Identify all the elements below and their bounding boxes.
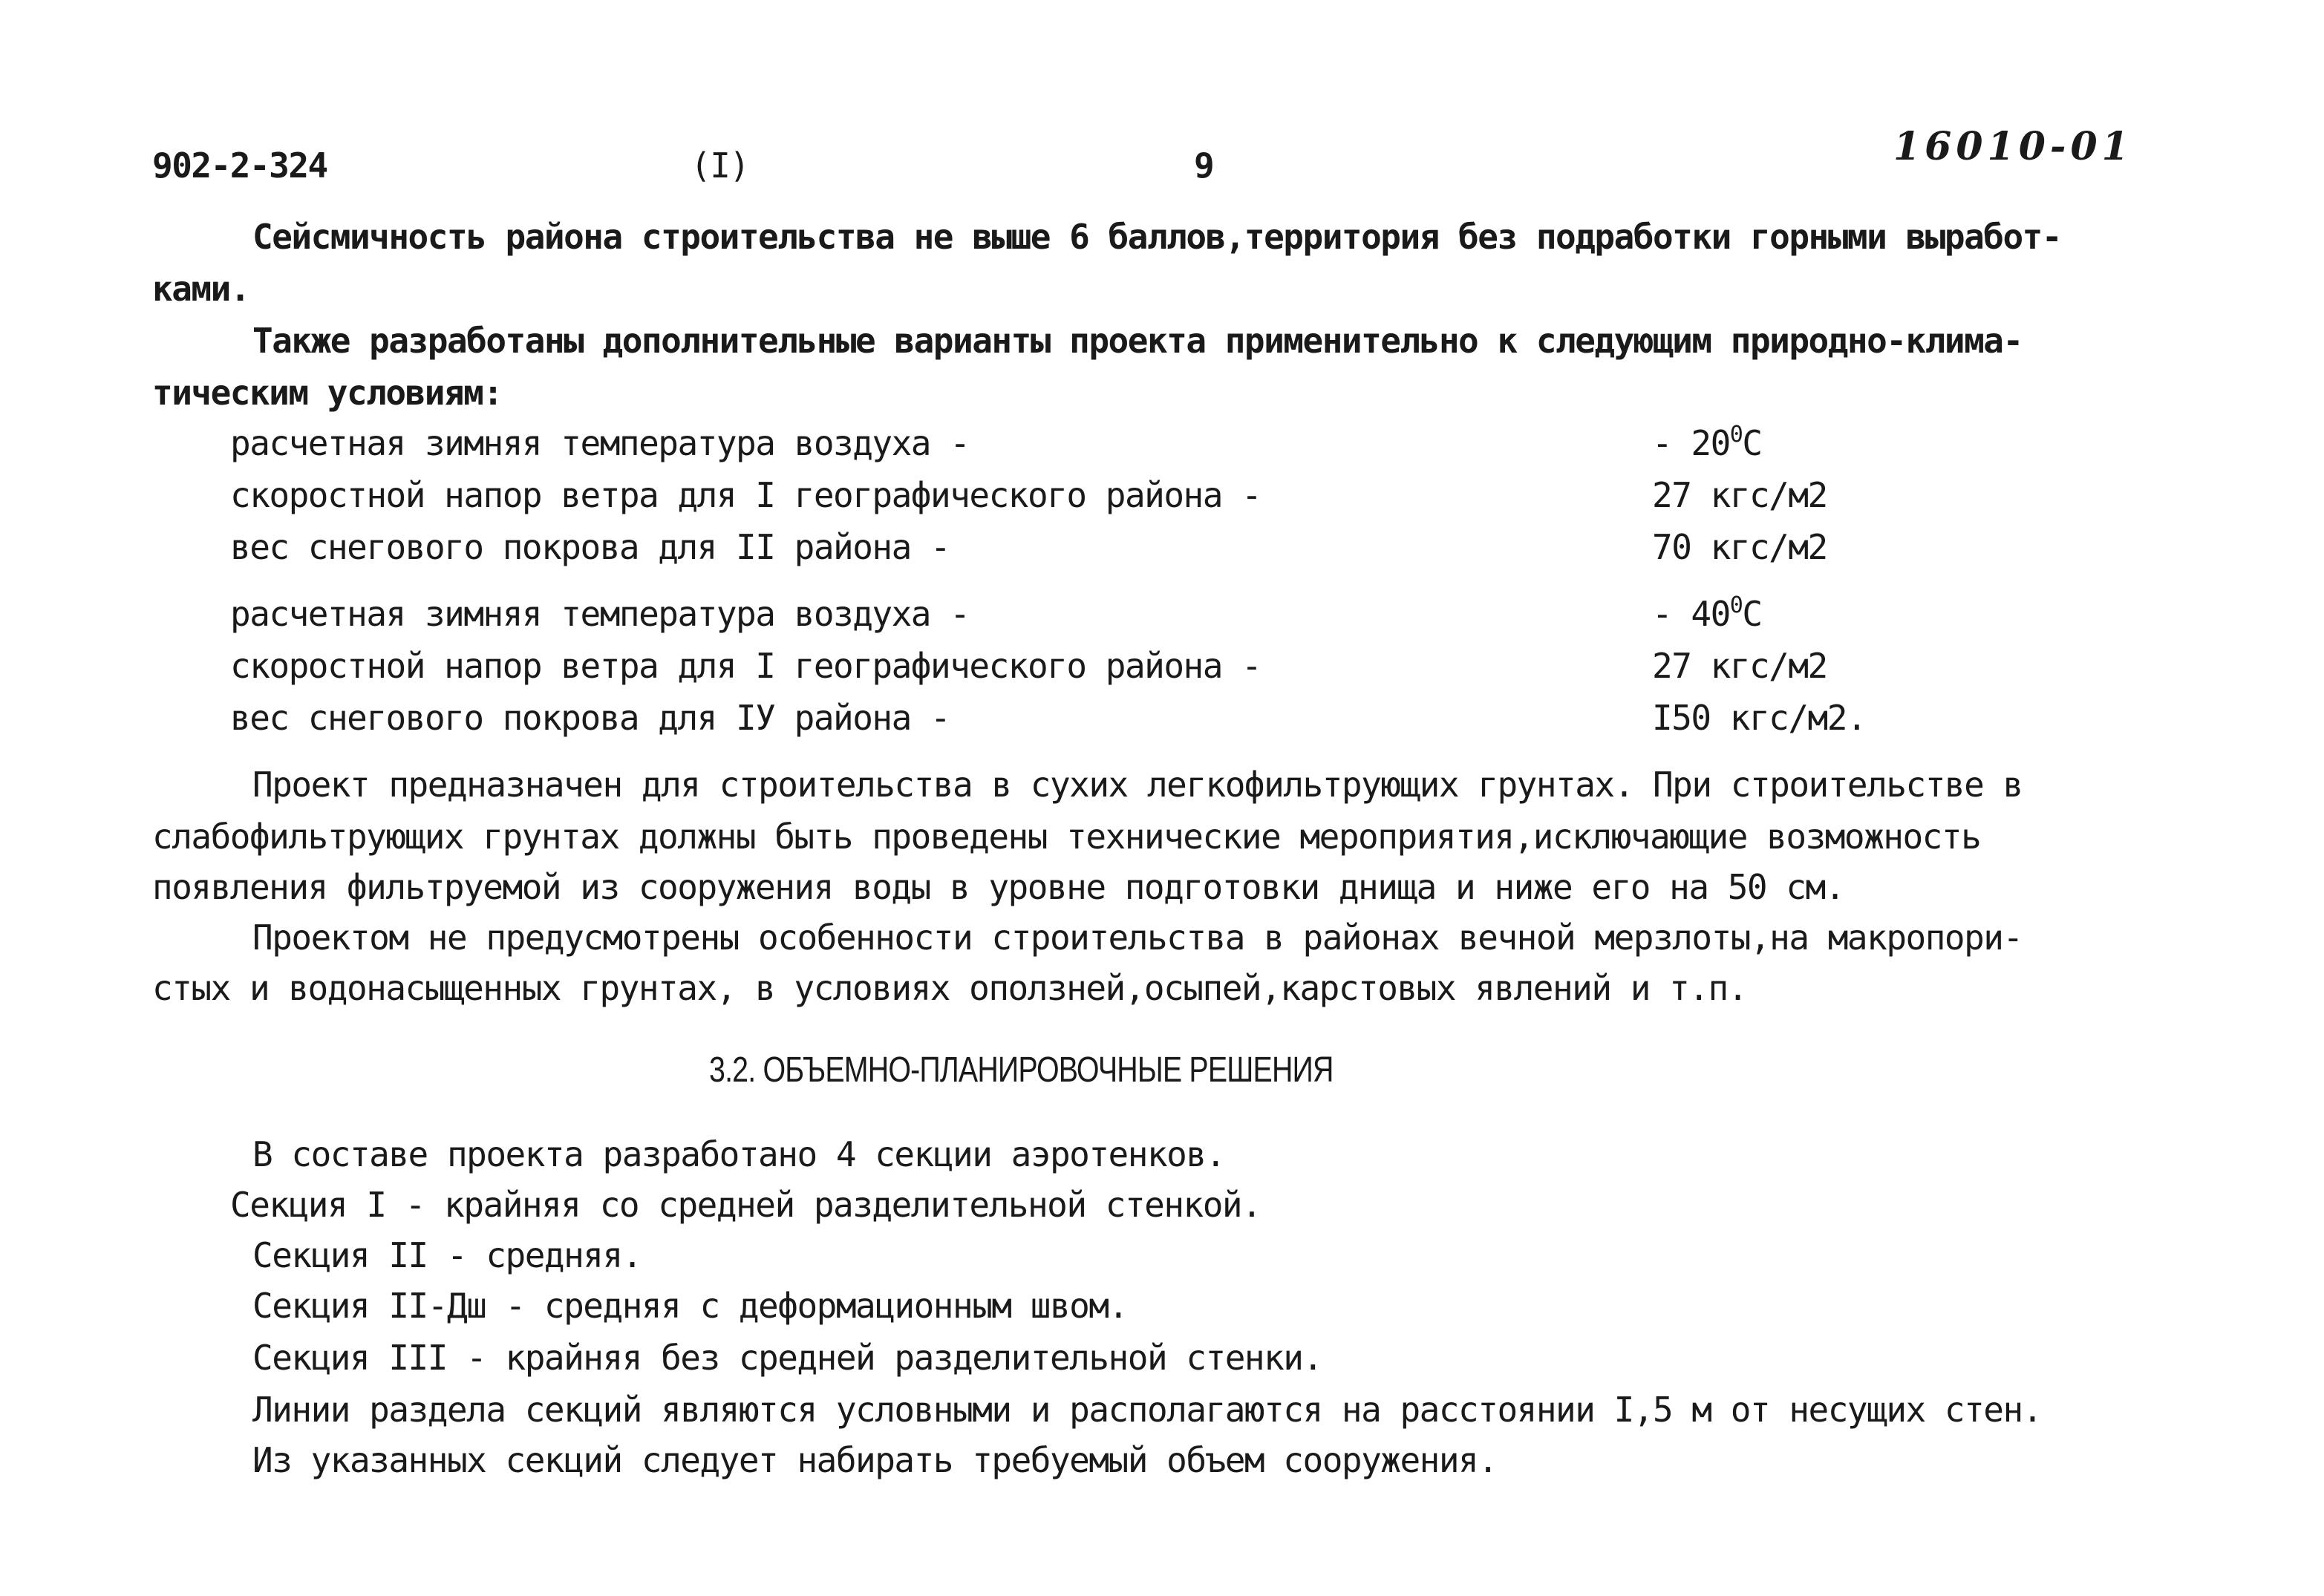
paragraph-variants-line-2: тическим условиям: [152, 373, 503, 413]
doc-code: 902-2-324 [152, 145, 327, 186]
part-number: (I) [691, 145, 749, 186]
climate-1-wind-label: скоростной напор ветра для I географического района - [230, 475, 1261, 515]
paragraph-seismic-line-1: Сейсмичность района строительства не выше 6 баллов,территория без подработки горными выработ- [252, 217, 2062, 257]
paragraph-variants-line-1: Также разработаны дополнительные варианты проекта применительно к следующим природно-клима- [252, 321, 2023, 361]
paragraph-soil-line-1: Проект предназначен для строительства в сухих легкофильтрующих грунтах. При строительстве в [252, 765, 2023, 805]
climate-1-temperature-label: расчетная зимняя температура воздуха - [230, 423, 970, 463]
sections-line-4: Секция II-Дш - средняя с деформационным швом. [252, 1286, 1128, 1326]
sections-line-6: Линии раздела секций являются условными и располагаются на расстоянии I,5 м от несущих стен. [252, 1390, 2042, 1430]
climate-1-wind-value: 27 кгс/м2 [1652, 475, 1827, 515]
sections-line-5: Секция III - крайняя без средней разделительной стенки. [252, 1338, 1322, 1378]
climate-1-temperature-prefix: - 20 [1652, 423, 1730, 463]
climate-1-snow-label: вес снегового покрова для II района - [230, 527, 950, 567]
climate-2-temperature-degree: 0 [1729, 592, 1743, 618]
climate-2-temperature-label: расчетная зимняя температура воздуха - [230, 594, 970, 634]
sections-line-1: В составе проекта разработано 4 секции аэротенков. [252, 1134, 1225, 1174]
climate-2-wind-label: скоростной напор ветра для I географического района - [230, 646, 1261, 686]
climate-2-temperature-value [1652, 592, 1762, 634]
climate-2-wind-value: 27 кгс/м2 [1652, 646, 1827, 686]
climate-1-temperature-degree: 0 [1729, 422, 1743, 448]
paragraph-soil-line-3: появления фильтруемой из сооружения воды в уровне подготовки днища и ниже его на 50 см. [152, 867, 1844, 907]
paragraph-seismic-line-2: ками. [152, 269, 249, 309]
sections-line-2: Секция I - крайняя со средней разделительной стенкой. [230, 1185, 1261, 1225]
climate-1-snow-value: 70 кгс/м2 [1652, 527, 1827, 567]
section-heading: 3.2. ОБЪЕМНО-ПЛАНИРОВОЧНЫЕ РЕШЕНИЯ [709, 1050, 1334, 1090]
inventory-number: 16010-01 [1893, 124, 2133, 169]
paragraph-soil-line-2: слабофильтрующих грунтах должны быть проведены технические мероприятия,исключающие возможность [152, 817, 1981, 857]
paragraph-soil-line-4: Проектом не предусмотрены особенности строительства в районах вечной мерзлоты,на макропори- [252, 918, 2023, 958]
sections-line-3: Секция II - средняя. [252, 1235, 642, 1275]
sections-line-7: Из указанных секций следует набирать требуемый объем сооружения. [252, 1440, 1498, 1480]
climate-2-snow-value: I50 кгс/м2. [1652, 698, 1867, 738]
paragraph-soil-line-5: стых и водонасыщенных грунтах, в условиях оползней,осыпей,карстовых явлений и т.п. [152, 968, 1747, 1008]
climate-2-temperature-prefix: - 40 [1652, 594, 1730, 634]
climate-1-temperature-value [1652, 422, 1762, 463]
climate-2-temperature-unit: C [1742, 594, 1762, 634]
climate-2-snow-label: вес снегового покрова для IУ района - [230, 698, 950, 738]
climate-1-temperature-unit: C [1742, 423, 1762, 463]
page-number: 9 [1194, 145, 1214, 186]
